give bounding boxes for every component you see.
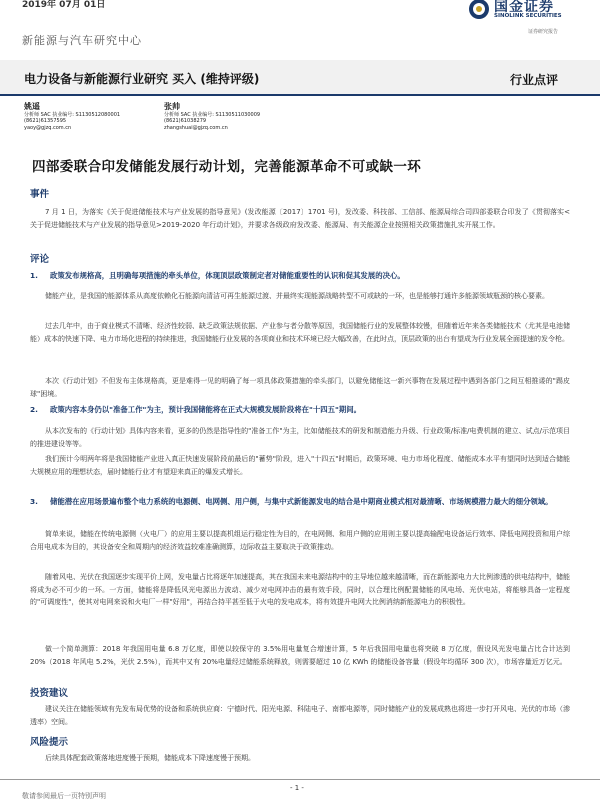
- point-1: 1. 政策发布规格高，且明确每项措施的牵头单位，体现顶层政策制定者对储能重要性的认识和促其发展的决心。: [30, 271, 405, 280]
- research-center-name: 新能源与汽车研究中心: [22, 34, 142, 47]
- logo-subtitle: 证券研究报告: [528, 29, 559, 35]
- section-event-heading: 事件: [30, 189, 50, 200]
- point-3-text: 储能潜在应用场景遍布整个电力系统的电源侧、电网侧、用户侧，与集中式新能源发电的结合是中期商业模式相对最清晰、市场规模潜力最大的细分领域。: [50, 497, 553, 506]
- analyst-name: 姚遥: [24, 102, 40, 111]
- point-2: 2. 政策内容本身仍以"准备工作"为主，预计我国储能将在正式大规模发展阶段将在"十四五"期间。: [30, 405, 362, 414]
- advice-paragraph: 建议关注在储能领域有先发布局优势的设备和系统供应商：宁德时代、阳光电源、科陆电子、南都电源等，同时储能产业的发展成熟也将进一步打开风电、光伏的市场（渗透率）空间。: [30, 705, 570, 726]
- section-risk-heading: 风险提示: [30, 737, 69, 748]
- paragraph-2b: 我们预计今明两年将是我国储能产业进入真正快速发展阶段前最后的"蓄势"阶段，进入"十四五"时期后，政策环境、电力市场化程度、储能成本水平有望同时达到适合储能大规模应用的理想状态，届时储能行业才有望迎来真正的爆发式增长。: [30, 455, 570, 476]
- report-date: 2019年 07月 01日: [22, 0, 106, 10]
- risk-paragraph: 后续具体配套政策落地进度慢于预期，储能成本下降速度慢于预期。: [45, 754, 255, 762]
- paragraph-2a: 从本次发布的《行动计划》具体内容来看，更多的仍然是指导性的"准备工作"为主，比如储能技术的研发和制造能力升级、行业政策/标准/电费机制的建立、试点/示范项目的推进建设等等。: [30, 427, 570, 448]
- point-1-text: 政策发布规格高，且明确每项措施的牵头单位，体现顶层政策制定者对储能重要性的认识和促其发展的决心。: [50, 271, 405, 280]
- analyst-phone: (8621)61038279: [164, 118, 207, 124]
- analyst-email[interactable]: zhangshuai@gjzq.com.cn: [164, 124, 228, 131]
- section-comment-heading: 评论: [30, 254, 50, 265]
- report-title: 四部委联合印发储能发展行动计划，完善能源革命不可或缺一环: [32, 159, 422, 175]
- footer-divider: [0, 779, 600, 780]
- industry-rating: 电力设备与新能源行业研究 买入 (维持评级): [24, 72, 260, 86]
- paragraph-3a: 简单来说，储能在传统电源侧（火电厂）的应用主要以提高机组运行稳定性为目的，在电网侧、和用户侧的应用则主要以提高输配电设备运行效率、降低电网投资和用户综合用电成本为目的，其设备安全和周期内的经济效益较难准确测算，边际收益主要取决于政策推动。: [30, 530, 570, 551]
- event-paragraph: 7 月 1 日，为落实《关于促进储能技术与产业发展的指导意见》(发改能源〔2017〕1701 号)，发改委、科技部、工信部、能源局综合司四部委联合印发了《贯彻落实<关于促进储能技术与产业发展的指导意见>2019-2020 年行动计划》，并要求各级政府发改委、能源局、有关能源企业按照相关政策措施扎实开展工作。: [30, 208, 570, 229]
- paragraph-1a: 储能产业，是我国的能源体系从高度依赖化石能源向清洁可再生能源过渡、并最终实现能源战略转型不可或缺的一环，也是能够打通许多能源领域瓶颈的核心要素。: [45, 292, 549, 300]
- analyst-name: 张帅: [164, 102, 180, 111]
- section-advice-heading: 投资建议: [30, 688, 69, 699]
- point-3: 3. 储能潜在应用场景遍布整个电力系统的电源侧、电网侧、用户侧，与集中式新能源发电的结合是中期商业模式相对最清晰、市场规模潜力最大的细分领域。: [30, 497, 553, 506]
- analyst-block: [164, 104, 260, 131]
- report-type: 行业点评: [510, 73, 559, 87]
- logo-text-cn: 国金证券: [494, 0, 554, 15]
- analyst-sac: 分析师 SAC 执业编号: S1130512080001: [24, 111, 121, 118]
- page-number: - 1 -: [290, 784, 304, 792]
- paragraph-3c: 做一个简单测算：2018 年我国用电量 6.8 万亿度，即使以较保守的 3.5%用电量复合增速计算，5 年后我国用电量也将突破 8 万亿度，假设风光发电量占比合计达到 20%（2018 年风电 5.2%，光伏 2.5%），而其中又有 20%电量经过储能系统释放，则需要超过 10 亿 KWh 的储能设备容量（假设年均循环 300 次），市场容量近万亿元。: [30, 645, 570, 666]
- analyst-block: [24, 104, 120, 131]
- paragraph-3b: 随着风电、光伏在我国逐步实现平价上网，发电量占比将逐年加速提高，其在我国未来电源结构中的主导地位越来越清晰，而在新能源电力大比例渗透的供电结构中，储能将成为必不可少的一环。一方面，储能将是降低风光电源出力波动、减少对电网冲击的最有效手段，同时，以合理比例配置储能的风电场、光伏电站，将能够具备一定程度的"可调度性"，使其对电网来说和火电厂一样"好用"，再结合持平甚至低于火电的发电成本，将有效提升电网大比例消纳新能源电力的积极性。: [30, 573, 570, 607]
- paragraph-1b: 过去几年中，由于商业模式不清晰、经济性较弱、缺乏政策法规依据、产业参与者分散等原因，我国储能行业的发展整体较慢，但随着近年来各类储能技术（尤其是电池储能）成本的快速下降、电力市场化进程的持续推进，我国储能行业发展的各项商业和技术环境已经大幅改善，在此时点，顶层政策的出台有望成为行业发展全面提速的发令枪。: [30, 322, 570, 343]
- sinolink-logo: [468, 0, 598, 28]
- footer-disclaimer: 敬请参阅最后一页特别声明: [22, 792, 106, 800]
- paragraph-1c: 本次《行动计划》不但发布主体规格高，更是难得一见的明确了每一项具体政策措施的牵头部门，以避免储能这一新兴事物在发展过程中遇到各部门之间互相推诿的"踢皮球"困境。: [30, 377, 570, 398]
- point-2-text: 政策内容本身仍以"准备工作"为主，预计我国储能将在正式大规模发展阶段将在"十四五"期间。: [50, 405, 362, 414]
- logo-text-en: SINOLINK SECURITIES: [494, 13, 562, 19]
- analyst-email[interactable]: yaoy@gjzq.com.cn: [24, 124, 72, 131]
- analyst-phone: (8621)61357595: [24, 118, 67, 124]
- logo-mark-icon: [468, 0, 490, 20]
- analyst-sac: 分析师 SAC 执业编号: S1130511030009: [164, 111, 261, 118]
